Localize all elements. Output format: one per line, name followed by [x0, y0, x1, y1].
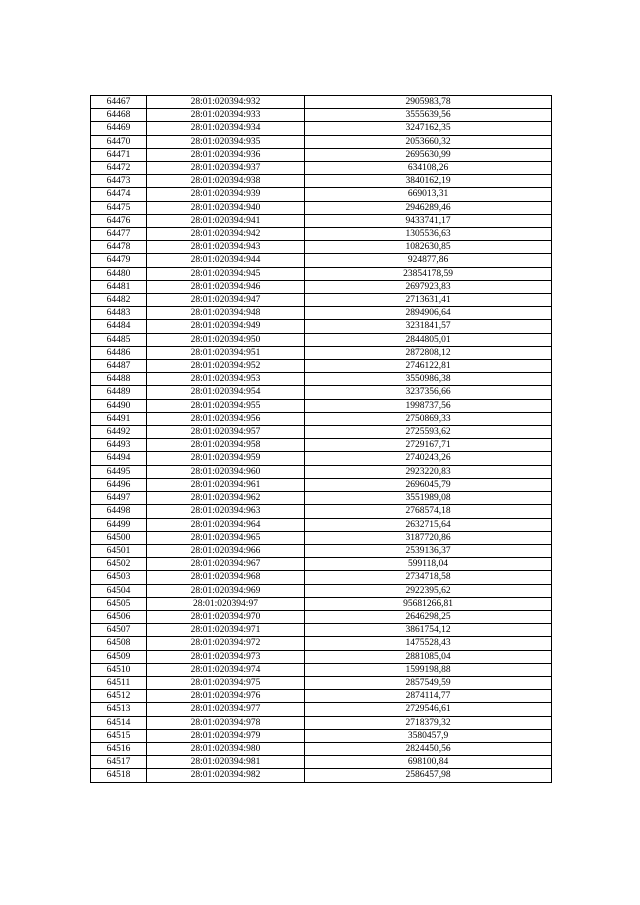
cadastral-number-cell: 28:01:020394:945 [147, 267, 305, 280]
cadastral-value-cell: 3187720,86 [305, 531, 552, 544]
cadastral-value-cell: 2844805,01 [305, 333, 552, 346]
cadastral-value-cell: 2734718,58 [305, 571, 552, 584]
cadastral-number-cell: 28:01:020394:981 [147, 756, 305, 769]
cadastral-number-cell: 28:01:020394:949 [147, 320, 305, 333]
cadastral-number-cell: 28:01:020394:940 [147, 201, 305, 214]
cadastral-value-table [90, 95, 552, 783]
table-row [91, 492, 552, 505]
cadastral-number-cell: 28:01:020394:937 [147, 162, 305, 175]
table-row [91, 109, 552, 122]
table-row [91, 690, 552, 703]
row-number-cell: 64498 [91, 505, 147, 518]
cadastral-number-cell: 28:01:020394:969 [147, 584, 305, 597]
row-number-cell: 64468 [91, 109, 147, 122]
cadastral-value-cell: 2923220,83 [305, 465, 552, 478]
cadastral-number-cell: 28:01:020394:963 [147, 505, 305, 518]
cadastral-number-cell: 28:01:020394:982 [147, 769, 305, 782]
row-number-cell: 64504 [91, 584, 147, 597]
cadastral-value-cell: 2905983,78 [305, 96, 552, 109]
cadastral-number-cell: 28:01:020394:973 [147, 650, 305, 663]
table-row [91, 531, 552, 544]
cadastral-value-cell: 2729167,71 [305, 439, 552, 452]
table-row [91, 663, 552, 676]
cadastral-value-cell: 3231841,57 [305, 320, 552, 333]
table-row [91, 571, 552, 584]
row-number-cell: 64505 [91, 597, 147, 610]
row-number-cell: 64473 [91, 175, 147, 188]
row-number-cell: 64483 [91, 307, 147, 320]
table-row [91, 518, 552, 531]
cadastral-value-cell: 2922395,62 [305, 584, 552, 597]
table-row [91, 228, 552, 241]
cadastral-number-cell: 28:01:020394:960 [147, 465, 305, 478]
table-row [91, 307, 552, 320]
cadastral-number-cell: 28:01:020394:972 [147, 637, 305, 650]
cadastral-number-cell: 28:01:020394:979 [147, 729, 305, 742]
row-number-cell: 64467 [91, 96, 147, 109]
row-number-cell: 64514 [91, 716, 147, 729]
row-number-cell: 64470 [91, 135, 147, 148]
cadastral-number-cell: 28:01:020394:964 [147, 518, 305, 531]
table-row [91, 465, 552, 478]
cadastral-value-cell: 2646298,25 [305, 610, 552, 623]
cadastral-number-cell: 28:01:020394:941 [147, 214, 305, 227]
cadastral-value-cell: 2824450,56 [305, 742, 552, 755]
cadastral-number-cell: 28:01:020394:936 [147, 148, 305, 161]
row-number-cell: 64507 [91, 624, 147, 637]
cadastral-value-cell: 1599198,88 [305, 663, 552, 676]
table-row [91, 584, 552, 597]
table-row [91, 254, 552, 267]
cadastral-number-cell: 28:01:020394:932 [147, 96, 305, 109]
cadastral-number-cell: 28:01:020394:967 [147, 558, 305, 571]
cadastral-value-cell: 2539136,37 [305, 544, 552, 557]
cadastral-value-cell: 2746122,81 [305, 360, 552, 373]
row-number-cell: 64474 [91, 188, 147, 201]
cadastral-number-cell: 28:01:020394:952 [147, 360, 305, 373]
cadastral-number-cell: 28:01:020394:958 [147, 439, 305, 452]
row-number-cell: 64502 [91, 558, 147, 571]
row-number-cell: 64472 [91, 162, 147, 175]
table-row [91, 610, 552, 623]
row-number-cell: 64496 [91, 478, 147, 491]
row-number-cell: 64489 [91, 386, 147, 399]
cadastral-number-cell: 28:01:020394:955 [147, 399, 305, 412]
cadastral-value-cell: 3550986,38 [305, 373, 552, 386]
cadastral-value-cell: 2725593,62 [305, 426, 552, 439]
cadastral-value-cell: 2894906,64 [305, 307, 552, 320]
row-number-cell: 64510 [91, 663, 147, 676]
cadastral-number-cell: 28:01:020394:970 [147, 610, 305, 623]
cadastral-number-cell: 28:01:020394:962 [147, 492, 305, 505]
table-row [91, 280, 552, 293]
row-number-cell: 64490 [91, 399, 147, 412]
table-row [91, 201, 552, 214]
cadastral-number-cell: 28:01:020394:966 [147, 544, 305, 557]
row-number-cell: 64484 [91, 320, 147, 333]
table-row [91, 162, 552, 175]
row-number-cell: 64487 [91, 360, 147, 373]
table-row [91, 267, 552, 280]
row-number-cell: 64479 [91, 254, 147, 267]
cadastral-number-cell: 28:01:020394:961 [147, 478, 305, 491]
table-row [91, 386, 552, 399]
row-number-cell: 64476 [91, 214, 147, 227]
cadastral-number-cell: 28:01:020394:948 [147, 307, 305, 320]
cadastral-value-cell: 924877,86 [305, 254, 552, 267]
table-row [91, 346, 552, 359]
row-number-cell: 64469 [91, 122, 147, 135]
table-row [91, 624, 552, 637]
cadastral-value-cell: 1475528,43 [305, 637, 552, 650]
cadastral-number-cell: 28:01:020394:933 [147, 109, 305, 122]
row-number-cell: 64497 [91, 492, 147, 505]
table-body [91, 96, 552, 783]
cadastral-value-cell: 9433741,17 [305, 214, 552, 227]
cadastral-value-cell: 2740243,26 [305, 452, 552, 465]
cadastral-value-cell: 2874114,77 [305, 690, 552, 703]
table-row [91, 412, 552, 425]
cadastral-number-cell: 28:01:020394:951 [147, 346, 305, 359]
table-row [91, 426, 552, 439]
cadastral-value-cell: 23854178,59 [305, 267, 552, 280]
cadastral-number-cell: 28:01:020394:946 [147, 280, 305, 293]
row-number-cell: 64480 [91, 267, 147, 280]
row-number-cell: 64495 [91, 465, 147, 478]
cadastral-number-cell: 28:01:020394:980 [147, 742, 305, 755]
table-row [91, 716, 552, 729]
table-row [91, 597, 552, 610]
cadastral-value-cell: 3861754,12 [305, 624, 552, 637]
cadastral-number-cell: 28:01:020394:938 [147, 175, 305, 188]
row-number-cell: 64508 [91, 637, 147, 650]
table-row [91, 439, 552, 452]
cadastral-number-cell: 28:01:020394:976 [147, 690, 305, 703]
row-number-cell: 64482 [91, 294, 147, 307]
cadastral-value-cell: 2695630,99 [305, 148, 552, 161]
cadastral-number-cell: 28:01:020394:975 [147, 676, 305, 689]
row-number-cell: 64494 [91, 452, 147, 465]
table-row [91, 742, 552, 755]
row-number-cell: 64513 [91, 703, 147, 716]
table-row [91, 360, 552, 373]
row-number-cell: 64499 [91, 518, 147, 531]
table-row [91, 769, 552, 782]
cadastral-number-cell: 28:01:020394:943 [147, 241, 305, 254]
row-number-cell: 64500 [91, 531, 147, 544]
row-number-cell: 64506 [91, 610, 147, 623]
cadastral-value-cell: 698100,84 [305, 756, 552, 769]
row-number-cell: 64512 [91, 690, 147, 703]
cadastral-value-cell: 634108,26 [305, 162, 552, 175]
cadastral-number-cell: 28:01:020394:97 [147, 597, 305, 610]
cadastral-number-cell: 28:01:020394:942 [147, 228, 305, 241]
cadastral-number-cell: 28:01:020394:968 [147, 571, 305, 584]
cadastral-value-cell: 1998737,56 [305, 399, 552, 412]
row-number-cell: 64501 [91, 544, 147, 557]
cadastral-value-cell: 2696045,79 [305, 478, 552, 491]
table-row [91, 729, 552, 742]
table-row [91, 676, 552, 689]
table-row [91, 135, 552, 148]
row-number-cell: 64485 [91, 333, 147, 346]
table-row [91, 703, 552, 716]
row-number-cell: 64511 [91, 676, 147, 689]
cadastral-number-cell: 28:01:020394:939 [147, 188, 305, 201]
table-row [91, 188, 552, 201]
cadastral-value-cell: 2881085,04 [305, 650, 552, 663]
cadastral-value-cell: 3237356,66 [305, 386, 552, 399]
table-row [91, 756, 552, 769]
cadastral-value-cell: 2750869,33 [305, 412, 552, 425]
cadastral-number-cell: 28:01:020394:957 [147, 426, 305, 439]
cadastral-value-cell: 95681266,81 [305, 597, 552, 610]
cadastral-number-cell: 28:01:020394:965 [147, 531, 305, 544]
cadastral-value-cell: 3580457,9 [305, 729, 552, 742]
table-row [91, 96, 552, 109]
row-number-cell: 64517 [91, 756, 147, 769]
cadastral-value-cell: 2872808,12 [305, 346, 552, 359]
row-number-cell: 64493 [91, 439, 147, 452]
cadastral-number-cell: 28:01:020394:974 [147, 663, 305, 676]
table-row [91, 637, 552, 650]
cadastral-value-cell: 2713631,41 [305, 294, 552, 307]
cadastral-number-cell: 28:01:020394:978 [147, 716, 305, 729]
cadastral-value-cell: 2586457,98 [305, 769, 552, 782]
table-row [91, 505, 552, 518]
table-row [91, 452, 552, 465]
row-number-cell: 64481 [91, 280, 147, 293]
cadastral-number-cell: 28:01:020394:953 [147, 373, 305, 386]
cadastral-number-cell: 28:01:020394:934 [147, 122, 305, 135]
cadastral-value-cell: 599118,04 [305, 558, 552, 571]
cadastral-value-cell: 2053660,32 [305, 135, 552, 148]
row-number-cell: 64478 [91, 241, 147, 254]
table-row [91, 544, 552, 557]
row-number-cell: 64503 [91, 571, 147, 584]
cadastral-value-cell: 3840162,19 [305, 175, 552, 188]
cadastral-number-cell: 28:01:020394:935 [147, 135, 305, 148]
cadastral-value-cell: 1305536,63 [305, 228, 552, 241]
cadastral-value-cell: 3247162,35 [305, 122, 552, 135]
row-number-cell: 64492 [91, 426, 147, 439]
cadastral-value-cell: 669013,31 [305, 188, 552, 201]
row-number-cell: 64488 [91, 373, 147, 386]
table-row [91, 373, 552, 386]
cadastral-number-cell: 28:01:020394:954 [147, 386, 305, 399]
table-row [91, 650, 552, 663]
cadastral-value-cell: 2697923,83 [305, 280, 552, 293]
row-number-cell: 64477 [91, 228, 147, 241]
table-row [91, 294, 552, 307]
table-row [91, 122, 552, 135]
cadastral-number-cell: 28:01:020394:944 [147, 254, 305, 267]
row-number-cell: 64475 [91, 201, 147, 214]
row-number-cell: 64515 [91, 729, 147, 742]
cadastral-value-cell: 1082630,85 [305, 241, 552, 254]
table-row [91, 214, 552, 227]
row-number-cell: 64516 [91, 742, 147, 755]
cadastral-number-cell: 28:01:020394:947 [147, 294, 305, 307]
cadastral-number-cell: 28:01:020394:950 [147, 333, 305, 346]
cadastral-value-cell: 2729546,61 [305, 703, 552, 716]
table-row [91, 558, 552, 571]
table-row [91, 175, 552, 188]
table-row [91, 241, 552, 254]
table-row [91, 148, 552, 161]
cadastral-value-cell: 2718379,32 [305, 716, 552, 729]
table-row [91, 399, 552, 412]
cadastral-number-cell: 28:01:020394:956 [147, 412, 305, 425]
row-number-cell: 64491 [91, 412, 147, 425]
cadastral-number-cell: 28:01:020394:959 [147, 452, 305, 465]
cadastral-value-cell: 2946289,46 [305, 201, 552, 214]
cadastral-value-cell: 2768574,18 [305, 505, 552, 518]
row-number-cell: 64471 [91, 148, 147, 161]
table-row [91, 333, 552, 346]
table-row [91, 320, 552, 333]
cadastral-value-cell: 2857549,59 [305, 676, 552, 689]
cadastral-number-cell: 28:01:020394:971 [147, 624, 305, 637]
row-number-cell: 64509 [91, 650, 147, 663]
cadastral-value-cell: 3551989,08 [305, 492, 552, 505]
cadastral-number-cell: 28:01:020394:977 [147, 703, 305, 716]
row-number-cell: 64518 [91, 769, 147, 782]
row-number-cell: 64486 [91, 346, 147, 359]
cadastral-value-cell: 3555639,56 [305, 109, 552, 122]
table-row [91, 478, 552, 491]
cadastral-value-cell: 2632715,64 [305, 518, 552, 531]
